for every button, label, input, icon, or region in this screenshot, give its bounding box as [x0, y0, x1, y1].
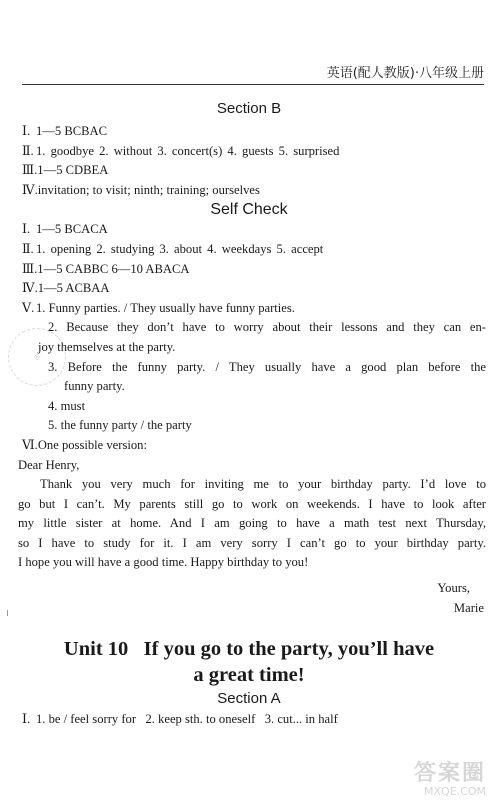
library-stamp-icon: ◎	[0, 317, 77, 396]
watermark	[414, 762, 486, 798]
self-check-answer-1	[0, 220, 498, 240]
roman-numeral: Ⅳ.	[22, 281, 38, 296]
roman-numeral: Ⅰ.	[22, 124, 31, 138]
section-b-heading: Section B	[216, 100, 282, 117]
letter-line-5: I hope you will have a good time. Happy birthday to you!	[18, 555, 309, 570]
self-check-q3-line-1: 3. Before the funny party. / They usually have a good plan before the	[48, 359, 486, 374]
roman-numeral: Ⅲ.	[22, 261, 38, 276]
watermark-logo: 答案圈	[413, 761, 486, 786]
roman-numeral: Ⅲ.	[22, 163, 38, 178]
unit-title-line-2: a great time!	[193, 664, 305, 687]
letter-line-1: Thank you very much for inviting me to your birthday party. I’d love to	[40, 477, 486, 492]
answer-text: 1—5 CDBEA	[37, 163, 109, 178]
answer-content	[0, 98, 498, 730]
letter-closing: Yours,	[437, 581, 470, 596]
self-check-q4: 4. must	[48, 398, 86, 413]
letter-greeting: Dear Henry,	[18, 457, 80, 472]
watermark-url: MXQE.COM	[424, 785, 486, 798]
section-b-answer-3	[0, 161, 498, 181]
self-check-answer-2	[0, 240, 498, 260]
header-divider	[22, 84, 484, 85]
answer-text: 1. be / feel sorry for 2. keep sth. to oneself 3. cut... in half	[36, 712, 338, 727]
answer-text: 1—5 CABBC 6—10 ABACA	[37, 261, 190, 276]
roman-numeral: Ⅱ.	[22, 241, 34, 256]
roman-numeral: Ⅳ.	[22, 182, 38, 197]
self-check-heading: Self Check	[210, 201, 288, 219]
answer-text: 1. opening 2. studying 3. about 4. weekdays 5. accept	[36, 241, 324, 256]
roman-numeral: Ⅴ.	[22, 300, 35, 315]
letter-line-2: go but I can’t. My parents still go to work on weekends. I have to look after	[18, 496, 486, 511]
answer-text: 1. goodbye 2. without 3. concert(s) 4. guests 5. surprised	[36, 143, 340, 158]
section-a-answer-1	[0, 710, 498, 730]
self-check-q2-line-1: 2. Because they don’t have to worry about their lessons and they can en-	[48, 320, 486, 335]
section-b-answer-2	[0, 142, 498, 162]
letter-line-4: so I have to study for it. I am very sorry I can’t go to your birthday party.	[18, 535, 486, 550]
answer-text: One possible version:	[37, 437, 147, 452]
answer-text: 1. Funny parties. / They usually have funny parties.	[36, 300, 295, 315]
section-a-heading: Section A	[217, 690, 281, 708]
self-check-answer-3	[0, 260, 498, 280]
roman-numeral: Ⅰ.	[22, 222, 31, 237]
page-header-title: 英语(配人教版)·八年级上册	[326, 66, 484, 81]
roman-numeral: Ⅰ.	[22, 712, 31, 727]
answer-text: 1—5 BCACA	[36, 222, 108, 237]
answer-text: 1—5 ACBAA	[37, 281, 110, 296]
letter-signature: Marie	[453, 600, 484, 615]
self-check-answer-6	[0, 436, 498, 456]
section-b-answer-1	[0, 122, 498, 142]
roman-numeral: Ⅱ.	[22, 143, 34, 158]
section-b-answer-4	[0, 181, 498, 201]
self-check-answer-5	[0, 299, 498, 319]
self-check-q3-line-2: funny party.	[64, 379, 125, 394]
self-check-q2-line-2: joy themselves at the party.	[38, 339, 176, 354]
self-check-answer-4	[0, 279, 498, 299]
letter-line-3: my little sister at home. And I am going to have a math test next Thursday,	[18, 516, 486, 531]
self-check-q5: 5. the funny party / the party	[48, 418, 192, 433]
unit-title-line-1: Unit 10 If you go to the party, you’ll have	[63, 638, 435, 661]
roman-numeral: Ⅵ.	[22, 437, 38, 452]
answer-text: 1—5 BCBAC	[36, 124, 108, 138]
answer-text: invitation; to visit; ninth; training; ourselves	[37, 182, 260, 197]
